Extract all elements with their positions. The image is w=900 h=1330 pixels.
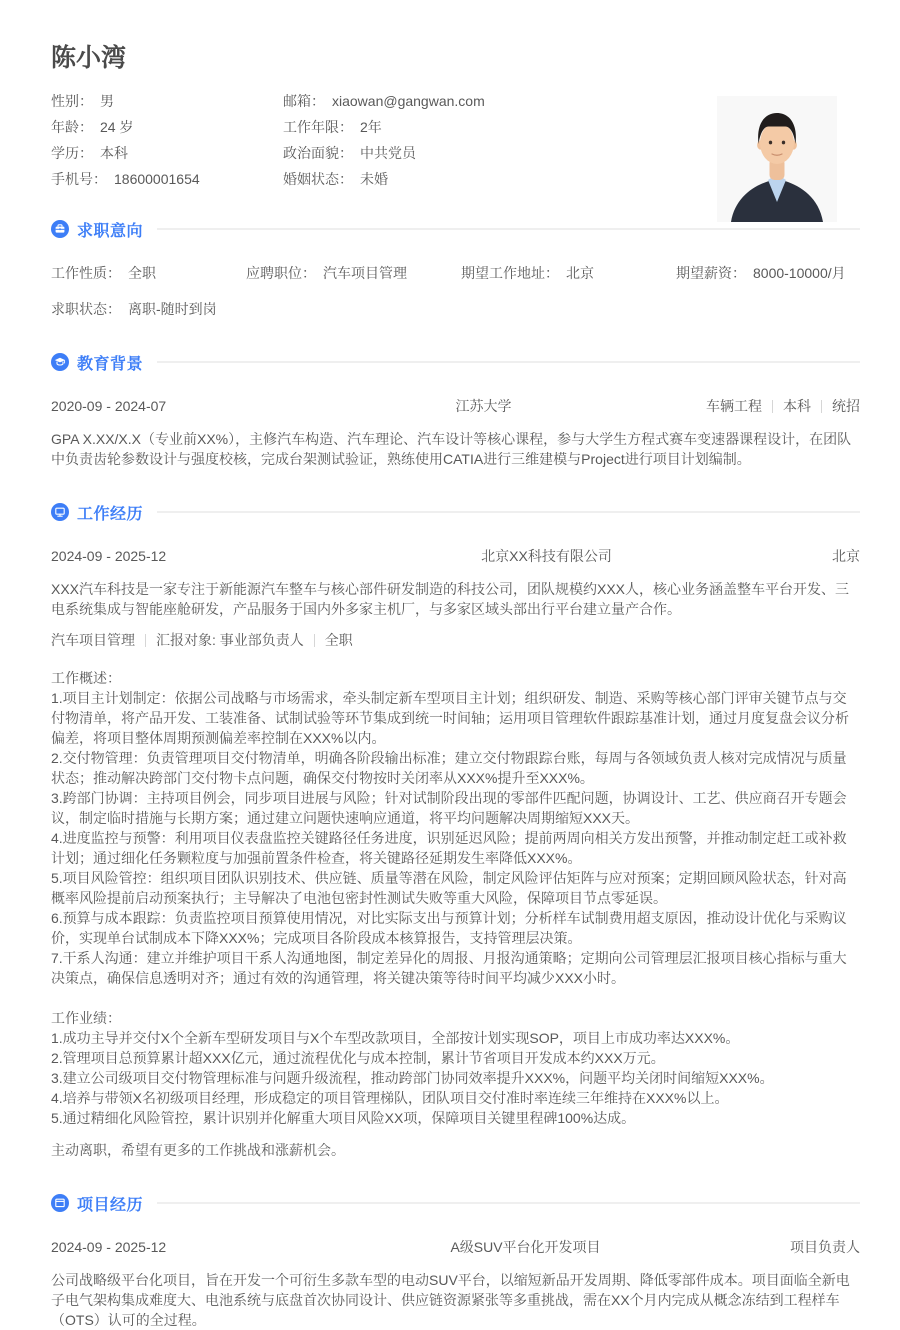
work-overview-item: 4.进度监控与预警：利用项目仪表盘监控关键路径任务进度，识别延迟风险；提前两周向相关方发出预警，并推动制定赶工或补救计划；通过细化任务颗粒度与加强前置条件检查，将关键路径延期发生率降低XXX%。 xyxy=(51,830,847,866)
info-marital: 婚姻状态： 未婚 xyxy=(283,171,388,187)
separator xyxy=(821,400,822,413)
work-report-to: 汇报对象: 事业部负责人 xyxy=(156,632,304,648)
info-gender: 性别： 男 xyxy=(51,93,114,109)
project-row xyxy=(51,1237,860,1257)
profile-photo xyxy=(717,96,837,222)
work-achievements xyxy=(51,1008,860,1128)
work-achievement-title: 工作业绩： xyxy=(51,1010,121,1026)
work-overview-item: 5.项目风险管控：组织项目团队识别技术、供应链、质量等潜在风险，制定风险评估矩阵与应对预案；定期回顾风险状态，针对高概率风险提前启动预案执行；主导解决了电池包密封性测试失败等重大风险，保障项目节点零延误。 xyxy=(51,870,847,906)
education-description: GPA X.XX/X.X（专业前XX%），主修汽车构造、汽车理论、汽车设计等核心课程，参与大学生方程式赛车变速器课程设计，在团队中负责齿轮参数设计与强度校核，完成台架测试验证，熟练使用CATIA进行三维建模与Project进行项目计划编制。 xyxy=(51,431,852,467)
separator xyxy=(772,400,773,413)
work-achievement-item: 2.管理项目总预算累计超XXX亿元，通过流程优化与成本控制，累计节省项目开发成本约XXX万元。 xyxy=(51,1050,665,1066)
project-name: A级SUV平台化开发项目 xyxy=(450,1239,601,1255)
education-row xyxy=(51,396,860,416)
education-school: 江苏大学 xyxy=(455,398,512,414)
separator xyxy=(145,634,146,647)
project-period: 2024-09 - 2025-12 xyxy=(51,1239,167,1255)
work-achievement-item: 4.培养与带领X名初级项目经理，形成稳定的项目管理梯队，团队项目交付准时率连续三年维持在XXX%以上。 xyxy=(51,1090,729,1106)
section-divider-line xyxy=(157,361,860,363)
work-overview-item: 6.预算与成本跟踪：负责监控项目预算使用情况，对比实际支出与预算计划；分析样车试制费用超支原因，推动设计优化与采购议价，实现单台试制成本下降XXX%；完成项目各阶段成本核算报告，支持管理层决策。 xyxy=(51,910,847,946)
info-years: 工作年限： 2年 xyxy=(283,119,382,135)
education-enrollment: 统招 xyxy=(832,398,860,414)
section-header-education xyxy=(51,352,860,372)
work-overview-item: 7.干系人沟通：建立并维护项目干系人沟通地图，制定差异化的周报、月报沟通策略；定期向公司管理层汇报项目核心指标与重大决策点，确保信息透明对齐；通过有效的沟通管理，将关键决策等待时间平均减少XXX小时。 xyxy=(51,950,847,986)
project-description: 公司战略级平台化项目，旨在开发一个可衍生多款车型的电动SUV平台，以缩短新品开发周期、降低零部件成本。项目面临全新电子电气架构集成难度大、电池系统与底盘首次协同设计、供应链资源紧张等多重挑战，需在XX个月内完成从概念冻结到工程样车（OTS）认可的全过程。 xyxy=(51,1272,850,1328)
work-company: 北京XX科技有限公司 xyxy=(481,548,612,564)
browser-window-icon xyxy=(51,1194,69,1212)
intent-location: 期望工作地址： 北京 xyxy=(461,265,594,281)
work-period: 2024-09 - 2025-12 xyxy=(51,548,167,564)
company-intro: XXX汽车科技是一家专注于新能源汽车整车与核心部件研发制造的科技公司，团队规模约XXX人，核心业务涵盖整车平台开发、三电系统集成与智能座舱研发，产品服务于国内外多家主机厂，与多家区域头部出行平台建立量产合作。 xyxy=(51,581,850,617)
work-location: 北京 xyxy=(832,548,860,564)
work-meta-row xyxy=(51,630,860,650)
candidate-name: 陈小湾 xyxy=(51,44,127,72)
info-age: 年龄： 24 岁 xyxy=(51,119,134,135)
education-tags xyxy=(706,396,860,416)
intent-salary: 期望薪资： 8000-10000/月 xyxy=(676,265,846,281)
briefcase-icon xyxy=(51,220,69,238)
work-overview xyxy=(51,668,860,988)
intent-status: 求职状态： 离职-随时到岗 xyxy=(51,301,217,317)
leave-reason: 主动离职，希望有更多的工作挑战和涨薪机会。 xyxy=(51,1142,345,1158)
personal-info-left xyxy=(51,88,283,192)
work-achievement-item: 3.建立公司级项目交付物管理标准与问题升级流程，推动跨部门协同效率提升XXX%，问题平均关闭时间缩短XXX%。 xyxy=(51,1070,774,1086)
work-achievement-item: 5.通过精细化风险管控，累计识别并化解重大项目风险XX项，保障项目关键里程碑100%达成。 xyxy=(51,1110,636,1126)
education-period: 2020-09 - 2024-07 xyxy=(51,398,167,414)
section-divider-line xyxy=(157,511,860,513)
work-position: 汽车项目管理 xyxy=(51,632,135,648)
job-intent-row-2 xyxy=(51,299,860,319)
section-divider-line xyxy=(157,1202,860,1204)
profile-photo-illustration xyxy=(717,96,837,222)
section-title: 项目经历 xyxy=(77,1196,144,1214)
section-title: 工作经历 xyxy=(77,505,144,523)
info-phone: 手机号： 18600001654 xyxy=(51,171,200,187)
intent-work-type: 工作性质： 全职 xyxy=(51,265,156,281)
job-intent-row-1 xyxy=(51,263,860,283)
section-divider-line xyxy=(157,228,860,230)
graduation-cap-icon xyxy=(51,353,69,371)
intent-position: 应聘职位： 汽车项目管理 xyxy=(246,265,407,281)
work-type: 全职 xyxy=(324,632,353,648)
work-achievement-item: 1.成功主导并交付X个全新车型研发项目与X个车型改款项目，全部按计划实现SOP，项目上市成功率达XXX%。 xyxy=(51,1030,740,1046)
monitor-icon xyxy=(51,503,69,521)
section-header-work xyxy=(51,502,860,522)
separator xyxy=(314,634,315,647)
work-row xyxy=(51,546,860,566)
info-political: 政治面貌： 中共党员 xyxy=(283,145,416,161)
work-overview-item: 3.跨部门协调：主持项目例会，同步项目进展与风险；针对试制阶段出现的零部件匹配问题，协调设计、工艺、供应商召开专题会议，制定临时措施与长期方案；通过建立问题快速响应通道，将平均问题解决周期缩短XXX天。 xyxy=(51,790,847,826)
project-role: 项目负责人 xyxy=(790,1239,860,1255)
work-overview-item: 1.项目主计划制定：依据公司战略与市场需求，牵头制定新车型项目主计划；组织研发、制造、采购等核心部门评审关键节点与交付物清单，将产品开发、工装准备、试制试验等环节集成到统一时间轴；运用项目管理软件跟踪基准计划，通过月度复盘会议分析偏差，将项目整体周期预测偏差率控制在XXX%以内。 xyxy=(51,690,849,746)
personal-info-right xyxy=(283,88,485,192)
work-overview-title: 工作概述： xyxy=(51,670,121,686)
section-title: 求职意向 xyxy=(77,222,144,240)
info-degree: 学历： 本科 xyxy=(51,145,128,161)
section-header-project xyxy=(51,1193,860,1213)
education-degree: 本科 xyxy=(783,398,811,414)
work-overview-item: 2.交付物管理：负责管理项目交付物清单，明确各阶段输出标准；建立交付物跟踪台账，每周与各领域负责人核对完成情况与质量状态；推动解决跨部门交付物卡点问题，确保交付物按时关闭率从XXX%提升至XXX%。 xyxy=(51,750,847,786)
education-major: 车辆工程 xyxy=(706,398,762,414)
section-title: 教育背景 xyxy=(77,355,144,373)
info-email: 邮箱： xiaowan@gangwan.com xyxy=(283,93,485,109)
